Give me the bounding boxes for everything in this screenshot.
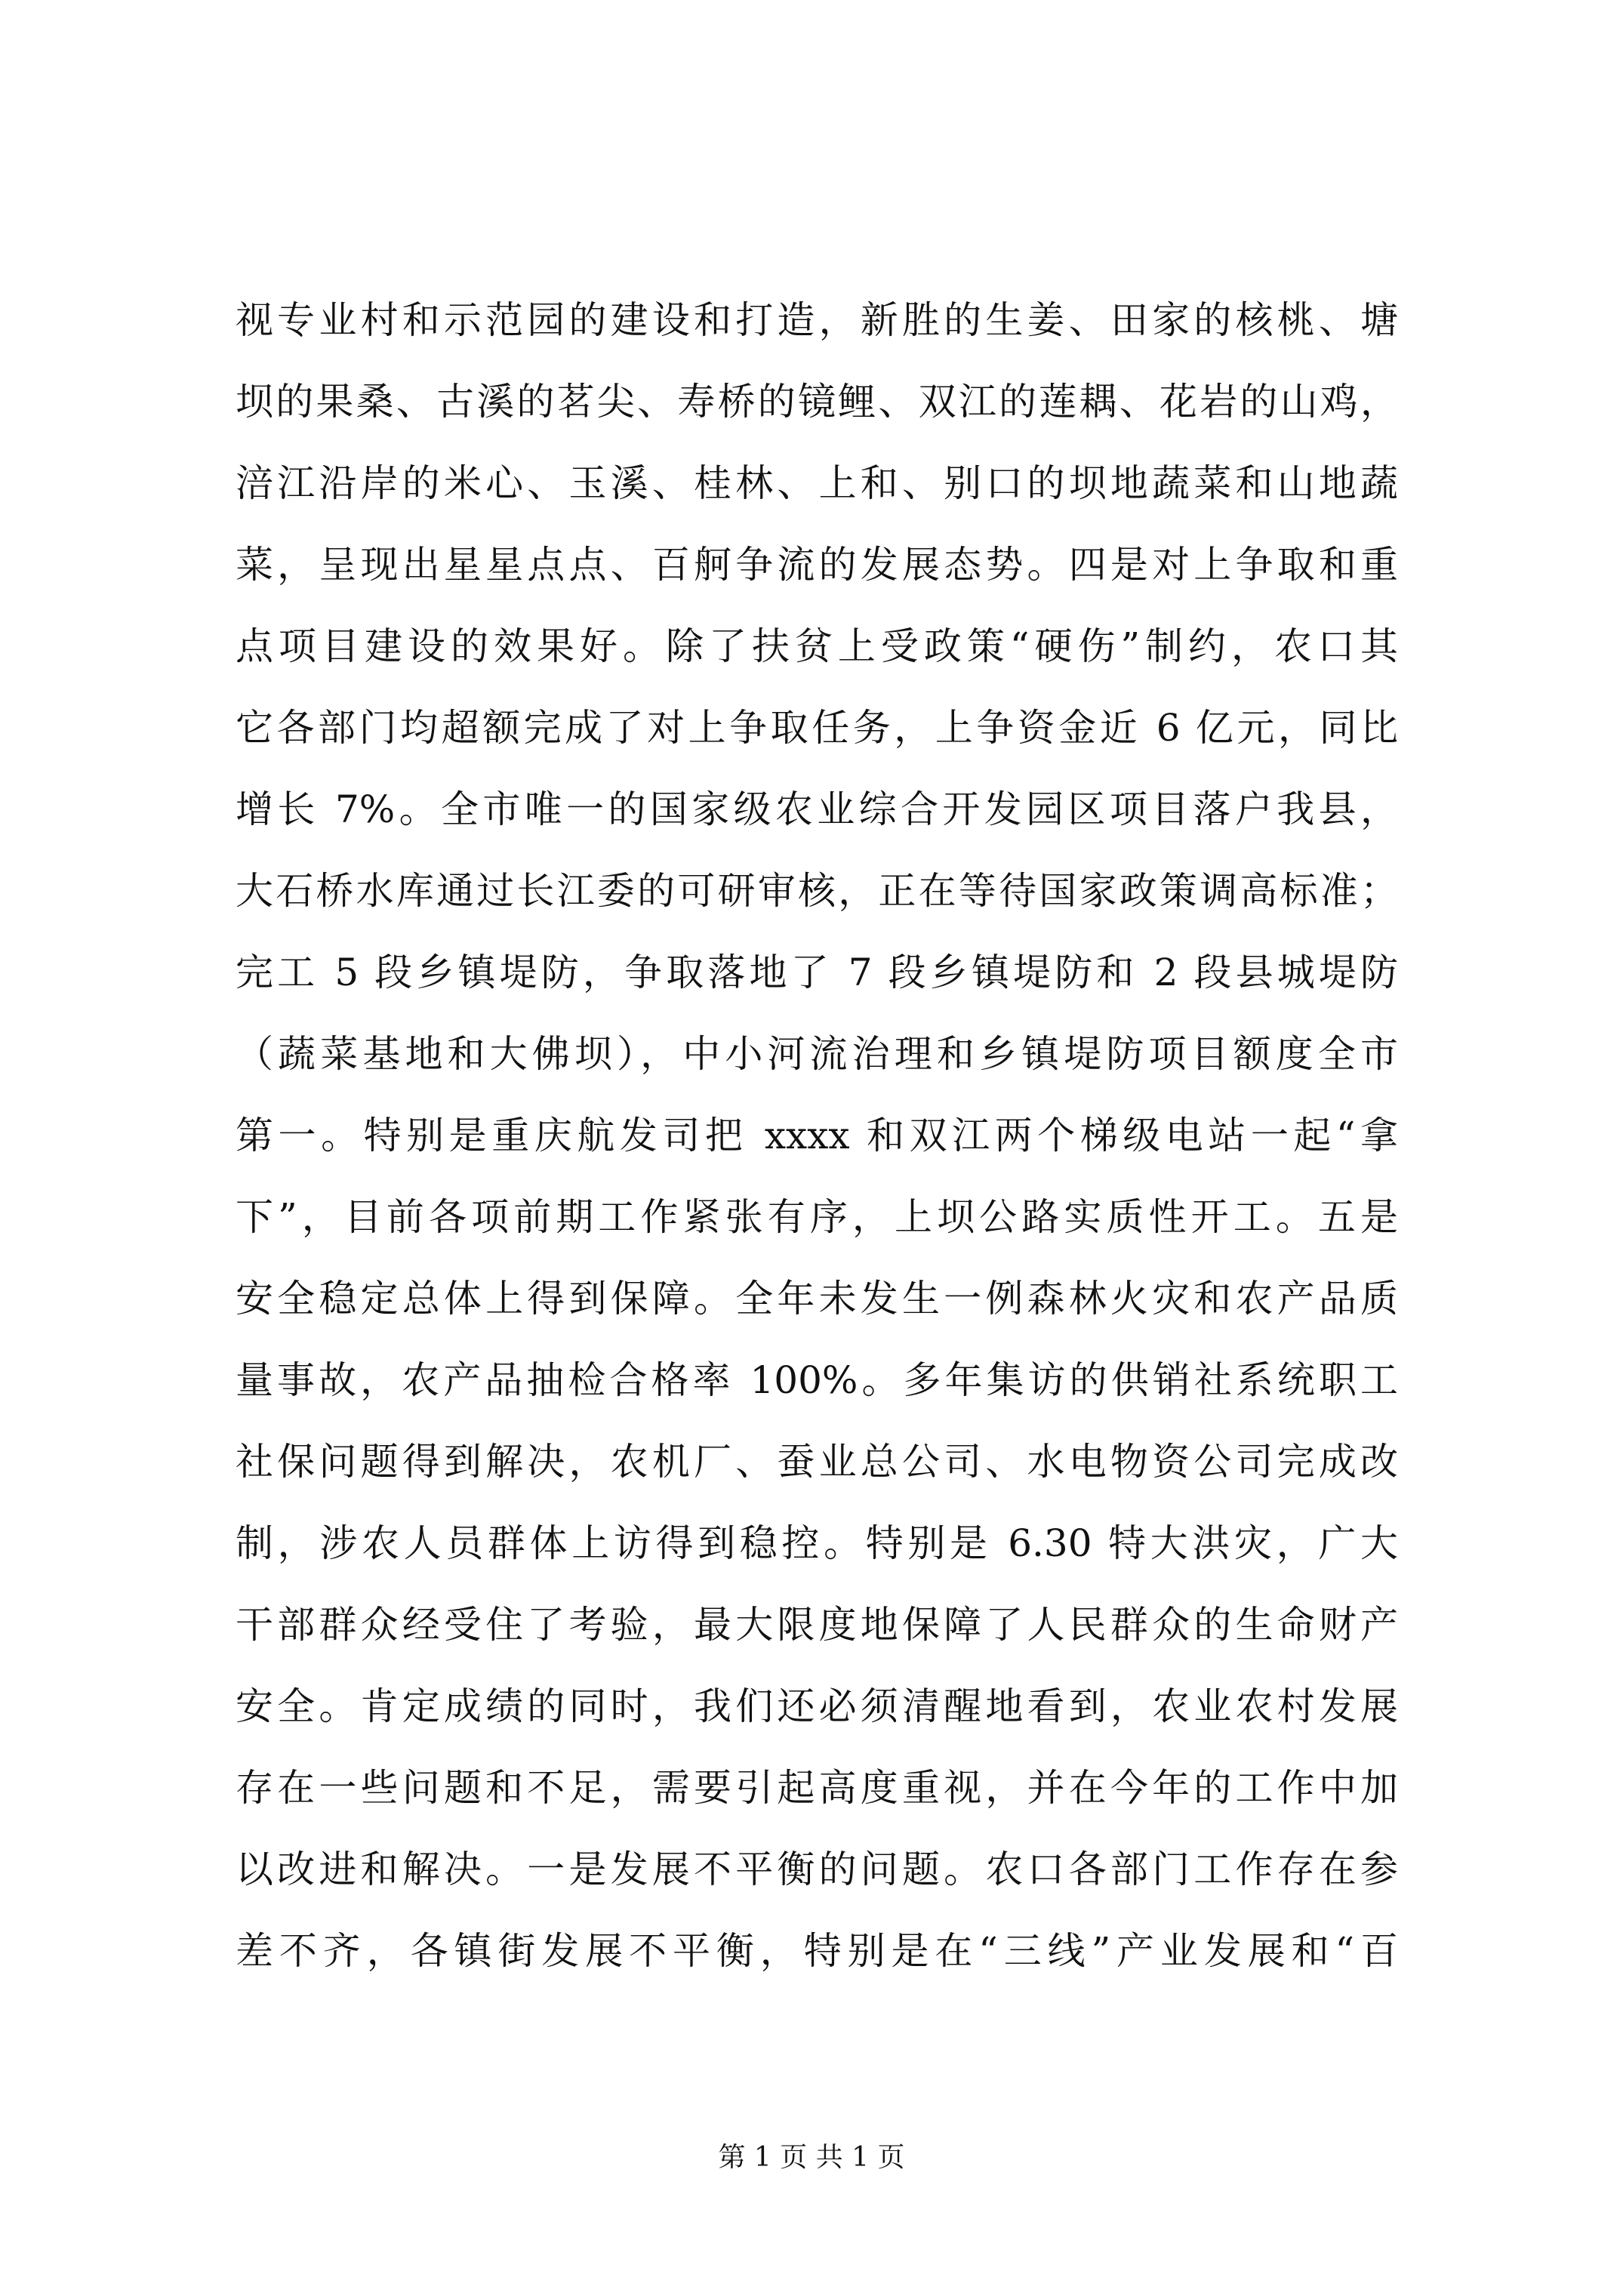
text-line: 存在一些问题和不足，需要引起高度重视，并在今年的工作中加 [236, 1766, 1398, 1810]
page-footer [0, 2143, 1623, 2173]
text-line: 大石桥水库通过长江委的可研审核，正在等待国家政策调高标准； [236, 869, 1398, 913]
text-line: 下”，目前各项前期工作紧张有序，上坝公路实质性开工。五是 [236, 1195, 1398, 1239]
text-line: 差不齐，各镇街发展不平衡，特别是在“三线”产业发展和“百 [236, 1929, 1398, 1973]
text-line: 社保问题得到解决，农机厂、蚕业总公司、水电物资公司完成改 [236, 1440, 1398, 1484]
text-line: 它各部门均超额完成了对上争取任务，上争资金近 6 亿元，同比 [236, 706, 1398, 750]
text-line: 坝的果桑、古溪的茗尖、寿桥的镜鲤、双江的莲耦、花岩的山鸡， [236, 380, 1398, 424]
text-line: 视专业村和示范园的建设和打造，新胜的生姜、田家的核桃、塘 [236, 298, 1398, 342]
text-line: 制，涉农人员群体上访得到稳控。特别是 6.30 特大洪灾，广大 [236, 1521, 1398, 1565]
text-line: 量事故，农产品抽检合格率 100%。多年集访的供销社系统职工 [236, 1358, 1398, 1402]
text-line: 第一。特别是重庆航发司把 xxxx 和双江两个梯级电站一起“拿 [236, 1114, 1398, 1157]
text-line: 完工 5 段乡镇堤防，争取落地了 7 段乡镇堤防和 2 段县城堤防 [236, 951, 1398, 994]
text-line: （蔬菜基地和大佛坝），中小河流治理和乡镇堤防项目额度全市 [236, 1032, 1398, 1076]
page-number: 第 1 页 共 1 页 [718, 2142, 905, 2173]
text-line: 安全。肯定成绩的同时，我们还必须清醒地看到，农业农村发展 [236, 1684, 1398, 1728]
text-line: 增长 7%。全市唯一的国家级农业综合开发园区项目落户我县， [236, 787, 1398, 831]
text-line: 点项目建设的效果好。除了扶贫上受政策“硬伤”制约，农口其 [236, 624, 1398, 668]
text-line: 以改进和解决。一是发展不平衡的问题。农口各部门工作存在参 [236, 1848, 1398, 1891]
text-line: 菜，呈现出星星点点、百舸争流的发展态势。四是对上争取和重 [236, 543, 1398, 587]
text-line: 安全稳定总体上得到保障。全年未发生一例森林火灾和农产品质 [236, 1277, 1398, 1321]
text-line: 涪江沿岸的米心、玉溪、桂林、上和、别口的坝地蔬菜和山地蔬 [236, 461, 1398, 505]
body-text [236, 279, 1398, 1992]
text-line: 干部群众经受住了考验，最大限度地保障了人民群众的生命财产 [236, 1603, 1398, 1647]
